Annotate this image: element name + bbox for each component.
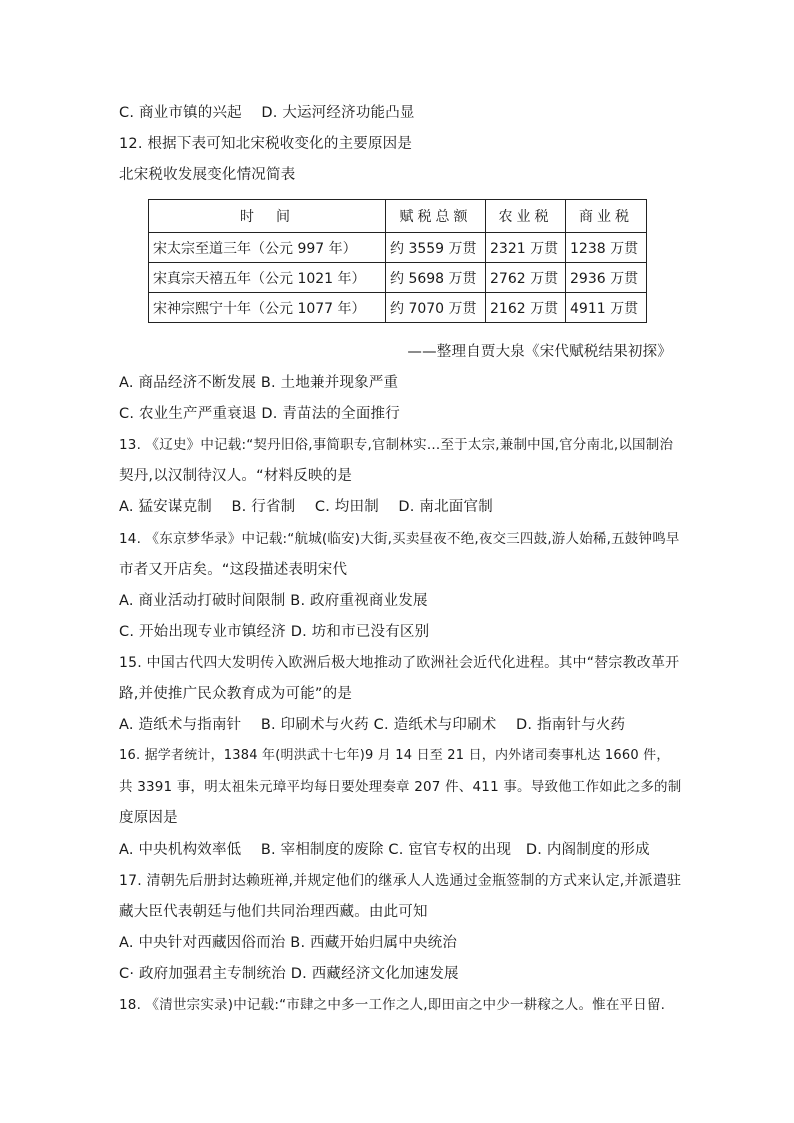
cell-agri: 2162 万贯 <box>486 293 566 323</box>
q14-options-ab: A. 商业活动打破时间限制 B. 政府重视商业发展 <box>119 593 428 609</box>
q13-stem-1: 13. 《辽史》中记载:“契丹旧俗,事简职专,官制林实…至于太宗,兼制中国,官分南北,以国制治 <box>119 437 674 453</box>
cell-total: 约 3559 万贯 <box>386 233 486 263</box>
tax-table <box>148 199 647 323</box>
q14-options-cd: C. 开始出现专业市镇经济 D. 坊和市已没有区别 <box>119 624 430 640</box>
cell-agri: 2321 万贯 <box>486 233 566 263</box>
q13-stem-2: 契丹,以汉制待汉人。“材料反映的是 <box>119 468 353 484</box>
q12-options-cd: C. 农业生产严重衰退 D. 青苗法的全面推行 <box>119 406 400 422</box>
header-time: 时 间 <box>149 200 386 233</box>
header-agri-tax: 农业税 <box>486 200 566 233</box>
table-header-row <box>149 200 647 233</box>
table-row <box>149 293 647 323</box>
cell-total: 约 5698 万贯 <box>386 263 486 293</box>
q16-stem-3: 度原因是 <box>119 810 178 826</box>
q16-options: A. 中央机构效率低 B. 宰相制度的废除 C. 宦官专权的出现 D. 内阁制度的形成 <box>119 842 650 858</box>
q13-options: A. 猛安谋克制 B. 行省制 C. 均田制 D. 南北面官制 <box>119 499 493 515</box>
q17-options-cd: C· 政府加强君主专制统治 D. 西藏经济文化加速发展 <box>119 966 459 982</box>
q15-stem-2: 路,并使推广民众教育成为可能”的是 <box>119 686 353 702</box>
q11-options-cd: C. 商业市镇的兴起 D. 大运河经济功能凸显 <box>119 105 415 121</box>
q14-stem-2: 市者又开店矣。“这段描述表明宋代 <box>119 562 348 578</box>
q17-options-ab: A. 中央针对西藏因俗而治 B. 西藏开始归属中央统治 <box>119 935 458 951</box>
q12-options-ab: A. 商品经济不断发展 B. 土地兼并现象严重 <box>119 375 399 391</box>
q17-stem-2: 藏大臣代表朝廷与他们共同治理西藏。由此可知 <box>119 904 428 920</box>
header-commerce-tax: 商业税 <box>566 200 647 233</box>
cell-commerce: 4911 万贯 <box>566 293 647 323</box>
q12-stem: 12. 根据下表可知北宋税收变化的主要原因是 <box>119 136 413 152</box>
cell-total: 约 7070 万贯 <box>386 293 486 323</box>
cell-commerce: 2936 万贯 <box>566 263 647 293</box>
cell-agri: 2762 万贯 <box>486 263 566 293</box>
cell-commerce: 1238 万贯 <box>566 233 647 263</box>
table-caption: 北宋税收发展变化情况简表 <box>119 167 296 183</box>
cell-time: 宋真宗天禧五年（公元 1021 年） <box>149 263 386 293</box>
table-source: ——整理自贾大泉《宋代赋税结果初探》 <box>407 344 672 360</box>
q17-stem-1: 17. 清朝先后册封达赖班禅,并规定他们的继承人人选通过金瓶签制的方式来认定,并派遣驻 <box>119 873 682 889</box>
table-row <box>149 233 647 263</box>
header-total-tax: 赋税总额 <box>386 200 486 233</box>
cell-time: 宋太宗至道三年（公元 997 年） <box>149 233 386 263</box>
q16-stem-2: 共 3391 事，明太祖朱元璋平均每日要处理奏章 207 件、411 事。导致他工作如此之多的制 <box>119 779 682 795</box>
table-row <box>149 263 647 293</box>
q14-stem-1: 14. 《东京梦华录》中记载:“航城(临安)大街,买卖昼夜不绝,夜交三四鼓,游人始稀,五鼓钟鸣早 <box>119 531 680 547</box>
q16-stem-1: 16. 据学者统计，1384 年(明洪武十七年)9 月 14 日至 21 日，内外诸司奏事札达 1660 件， <box>119 748 670 763</box>
cell-time: 宋神宗熙宁十年（公元 1077 年） <box>149 293 386 323</box>
q15-options: A. 造纸术与指南针 B. 印刷术与火药 C. 造纸术与印刷术 D. 指南针与火药 <box>119 717 626 733</box>
q18-stem-1: 18. 《清世宗实录)中记载:“市肆之中多一工作之人,即田亩之中少一耕稼之人。惟在平日留. <box>119 997 666 1013</box>
q15-stem-1: 15. 中国古代四大发明传入欧洲后极大地推动了欧洲社会近代化进程。其中“替宗教改革开 <box>119 655 680 671</box>
